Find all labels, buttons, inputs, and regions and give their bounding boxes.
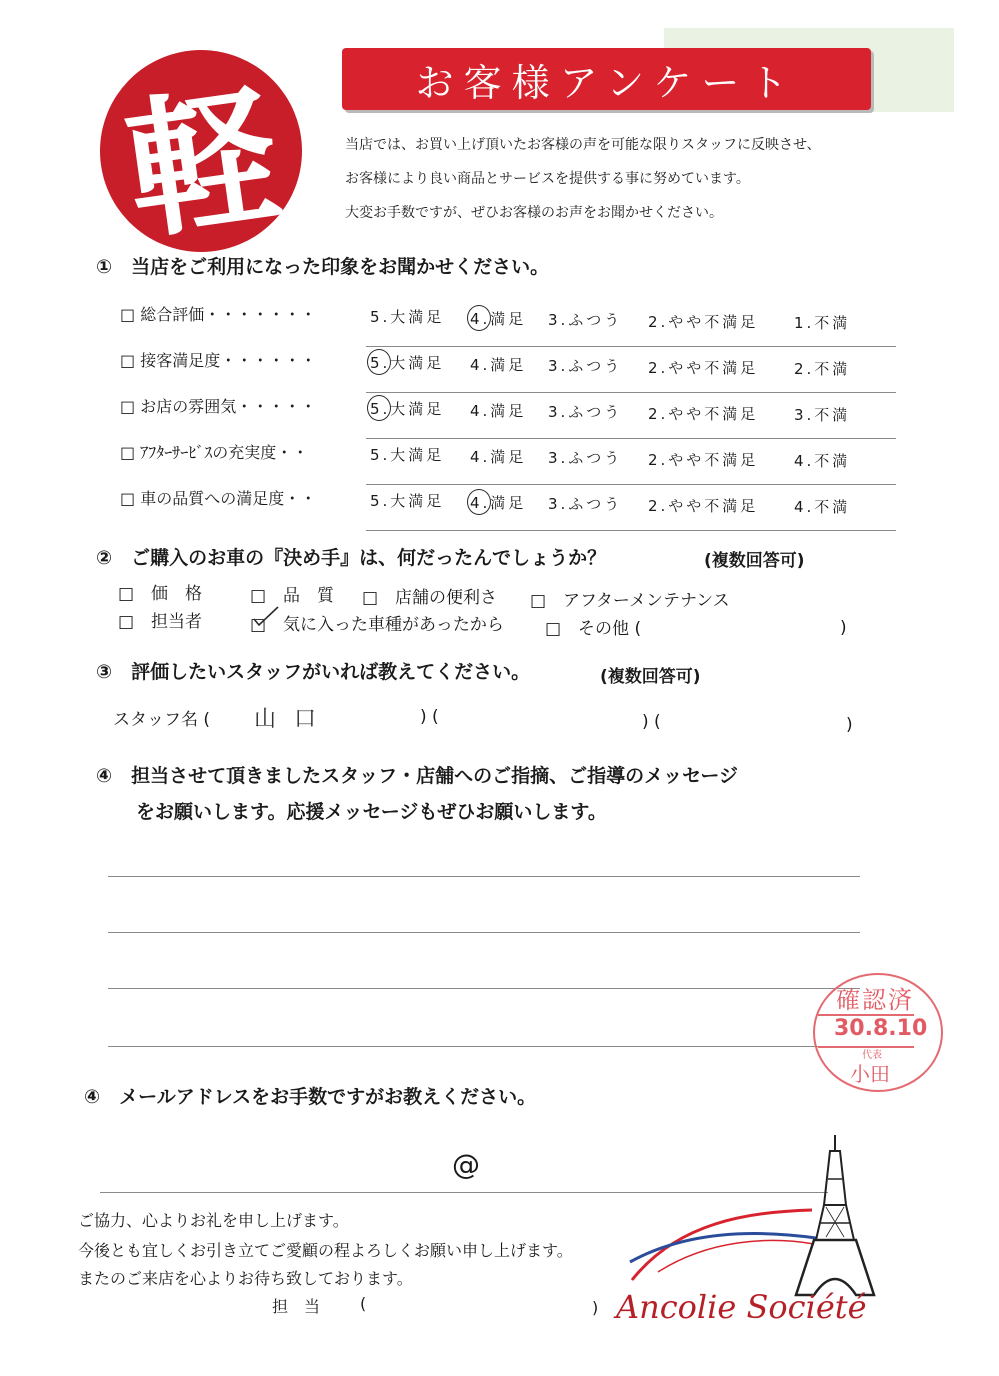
q3-staff-label: スタッフ名 ( bbox=[113, 710, 211, 730]
q2-check-mark bbox=[248, 605, 282, 629]
q1-rating-option[interactable]: 1.不満 bbox=[794, 314, 851, 332]
q4-heading-line2: をお願いします。応援メッセージもぜひお願いします。 bbox=[136, 801, 607, 823]
q1-rating-option[interactable]: 4.不満 bbox=[794, 498, 851, 516]
q1-rating-option[interactable]: 4.満足 bbox=[470, 493, 527, 512]
q1-rating-option[interactable]: 5.大満足 bbox=[370, 446, 445, 464]
q1-rating-option[interactable]: 5.大満足 bbox=[370, 354, 445, 372]
q4-write-line-4[interactable] bbox=[108, 1046, 860, 1047]
tantou-label: 担 当 bbox=[272, 1297, 321, 1316]
q1-rating-option[interactable]: 4.不満 bbox=[794, 452, 851, 470]
q2-choice-liked-model[interactable]: □ 気に入った車種があったから bbox=[250, 615, 504, 635]
q2-note: (複数回答可) bbox=[704, 551, 805, 571]
q1-heading: ① 当店をご利用になった印象をお聞かせください。 bbox=[96, 256, 550, 278]
q2-choice-quality[interactable]: □ 品 質 bbox=[250, 586, 335, 606]
q1-selected-circle bbox=[367, 349, 391, 375]
stamp-confirmed: 確認済 bbox=[836, 986, 914, 1014]
q5-heading: ④ メールアドレスをお手数ですがお教えください。 bbox=[84, 1086, 537, 1108]
q1-selected-circle bbox=[367, 395, 391, 421]
stamp-name: 小田 bbox=[850, 1062, 890, 1086]
q1-rating-option[interactable]: 5.大満足 bbox=[370, 492, 445, 510]
q3-note: (複数回答可) bbox=[600, 667, 701, 687]
q1-selected-circle bbox=[467, 489, 491, 515]
q1-row-label: □ 総合評価・・・・・・・ bbox=[120, 305, 317, 324]
brand-signature: Ancolie Société bbox=[616, 1288, 867, 1326]
stamp-date: 30.8.10 bbox=[834, 1016, 928, 1041]
q1-row-divider bbox=[366, 346, 896, 347]
q1-row-divider bbox=[366, 438, 896, 439]
q2-choice-other[interactable]: □ その他 ( bbox=[545, 619, 642, 639]
q4-write-line-3[interactable] bbox=[108, 988, 860, 989]
q1-row-divider bbox=[366, 392, 896, 393]
q1-row-label: □ お店の雰囲気・・・・・ bbox=[120, 397, 317, 416]
q2-choice-after-maintenance[interactable]: □ アフターメンテナンス bbox=[530, 591, 730, 611]
q1-rating-option[interactable]: 2.やや不満足 bbox=[648, 450, 759, 469]
q1-rating-option[interactable]: 3.ふつう bbox=[548, 495, 623, 513]
q1-rating-option[interactable]: 2.不満 bbox=[794, 360, 851, 378]
email-at-sign: @ bbox=[452, 1148, 480, 1181]
tantou-close-paren: ) bbox=[592, 1298, 599, 1317]
closing-line-1: ご協力、心よりお礼を申し上げます。 bbox=[78, 1211, 349, 1230]
q1-row-divider bbox=[366, 530, 896, 531]
q1-row-divider bbox=[366, 484, 896, 485]
q1-rating-option[interactable]: 2.やや不満足 bbox=[648, 496, 759, 515]
q1-rating-option[interactable]: 3.ふつう bbox=[548, 403, 623, 421]
q3-paren-2: ) ( bbox=[642, 712, 661, 732]
intro-line-2: お客様により良い商品とサービスを提供する事に努めています。 bbox=[345, 171, 750, 187]
closing-line-3: またのご来店を心よりお待ち致しております。 bbox=[78, 1269, 413, 1288]
intro-line-3: 大変お手数ですが、ぜひお客様のお声をお聞かせください。 bbox=[345, 205, 723, 221]
email-input-line[interactable] bbox=[100, 1192, 828, 1193]
survey-title: お客様アンケート bbox=[342, 48, 871, 110]
q4-heading-line1: ④ 担当させて頂きましたスタッフ・店舗へのご指摘、ご指導のメッセージ bbox=[96, 765, 738, 787]
q4-write-line-1[interactable] bbox=[108, 876, 860, 877]
q1-row-label: □ 車の品質への満足度・・ bbox=[120, 489, 317, 508]
q1-rating-option[interactable]: 2.やや不満足 bbox=[648, 358, 759, 377]
q1-rating-option[interactable]: 4.満足 bbox=[470, 309, 527, 328]
logo-kei-glyph: 軽 bbox=[116, 66, 290, 262]
q1-row-label: □ ｱﾌﾀｰｻｰﾋﾞｽの充実度・・ bbox=[120, 443, 309, 462]
q3-paren-1: ) ( bbox=[420, 707, 439, 727]
q1-rating-option[interactable]: 4.満足 bbox=[470, 401, 527, 420]
q2-choice-store-convenience[interactable]: □ 店舗の便利さ bbox=[362, 588, 498, 608]
q3-heading: ③ 評価したいスタッフがいれば教えてください。 bbox=[96, 661, 531, 683]
q1-rating-option[interactable]: 3.ふつう bbox=[548, 311, 623, 329]
q1-rating-option[interactable]: 5.大満足 bbox=[370, 400, 445, 418]
q1-selected-circle bbox=[467, 305, 491, 331]
q1-rating-option[interactable]: 2.やや不満足 bbox=[648, 404, 759, 423]
q1-rating-option[interactable]: 2.やや不満足 bbox=[648, 312, 759, 331]
q1-row-label: □ 接客満足度・・・・・・ bbox=[120, 351, 317, 370]
tantou-open-paren: ( bbox=[360, 1294, 367, 1313]
q3-paren-3: ) bbox=[846, 715, 853, 735]
q2-choice-price[interactable]: □ 価 格 bbox=[118, 584, 203, 604]
eiffel-tower-icon bbox=[790, 1135, 880, 1300]
closing-line-2: 今後とも宜しくお引き立てご愛顧の程よろしくお願い申し上げます。 bbox=[78, 1241, 573, 1260]
q1-rating-option[interactable]: 3.ふつう bbox=[548, 449, 623, 467]
q1-rating-option[interactable]: 4.満足 bbox=[470, 355, 527, 374]
q2-heading: ② ご購入のお車の『決め手』は、何だったんでしょうか？ bbox=[96, 547, 607, 569]
q1-rating-option[interactable]: 5.大満足 bbox=[370, 308, 445, 326]
q2-choice-staff[interactable]: □ 担当者 bbox=[118, 612, 203, 632]
intro-line-1: 当店では、お買い上げ頂いたお客様の声を可能な限りスタッフに反映させ、 bbox=[345, 137, 821, 153]
q1-rating-option[interactable]: 3.ふつう bbox=[548, 357, 623, 375]
q4-write-line-2[interactable] bbox=[108, 932, 860, 933]
q1-rating-option[interactable]: 4.満足 bbox=[470, 447, 527, 466]
q3-handwritten-name[interactable]: 山口 bbox=[254, 707, 335, 732]
q1-rating-option[interactable]: 3.不満 bbox=[794, 406, 851, 424]
q2-other-close-paren: ) bbox=[840, 618, 847, 638]
stamp-rep-label: 代表 bbox=[862, 1050, 882, 1061]
